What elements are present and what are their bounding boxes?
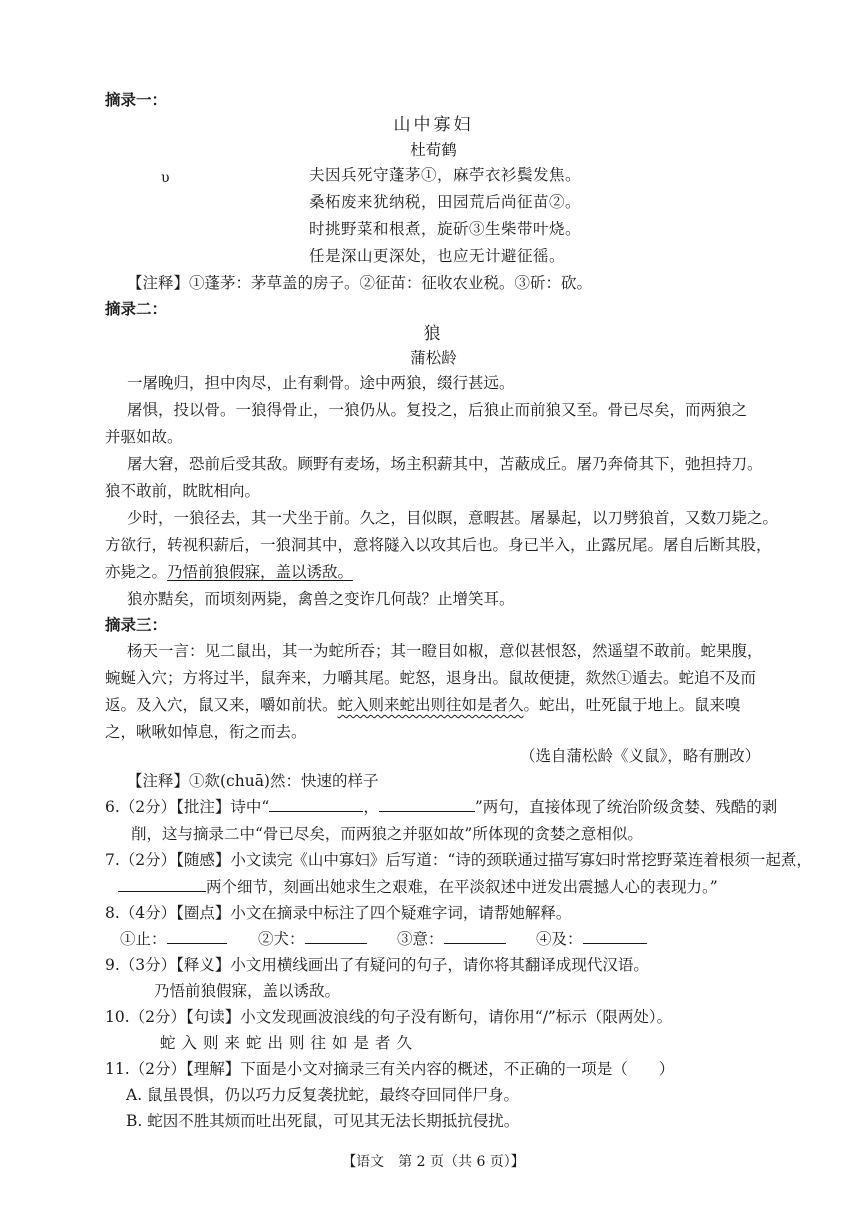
question-8-item-2	[258, 929, 367, 949]
excerpt2-label: 摘录二：	[105, 300, 168, 318]
question-11-option-a[interactable]: A. 鼠虽畏惧，仍以巧力反复袭扰蛇，最终夺回同伴尸身。	[126, 1086, 520, 1104]
wolf-paragraph-4c-text: 亦毙之。	[105, 563, 168, 581]
poem-note: 【注释】①蓬茅：茅草盖的房子。②征苗：征收农业税。③斫：砍。	[127, 274, 593, 292]
question-8-label-3: ③意：	[397, 930, 444, 948]
answer-blank-8-2[interactable]	[305, 929, 367, 944]
mouse-line-1: 杨天一言：见二鼠出，其一为蛇所吞；其一瞪目如椒，意似甚恨怒，然遥望不敢前。蛇果腹，	[127, 642, 763, 660]
source-citation: （选自蒲松龄《义鼠》，略有删改）	[520, 747, 761, 765]
wolf-paragraph-4c	[105, 562, 353, 582]
wolf-paragraph-3a: 屠大窘，恐前后受其敌。顾野有麦场，场主积薪其中，苫蔽成丘。屠乃奔倚其下，弛担持刀。	[127, 455, 763, 473]
question-9: 9.（3分）【释义】小文用横线画出了有疑问的句子，请你将其翻译成现代汉语。	[105, 956, 649, 974]
poem-title: 山中寡妇	[393, 115, 474, 135]
question-10: 10.（2分）【句读】小文发现画波浪线的句子没有断句，请你用“/”标示（限两处）。	[105, 1008, 673, 1026]
question-8: 8.（4分）【圈点】小文在摘录中标注了四个疑难字词，请帮她解释。	[105, 904, 572, 922]
wolf-paragraph-4b: 方欲行，转视积薪后，一狼洞其中，意将隧入以攻其后也。身已半入，止露尻尾。屠自后断其股，	[105, 536, 772, 554]
question-6-comma: ，	[363, 798, 379, 816]
mouse-line-3-end: 。蛇出，吐死鼠于地上。鼠来嗅	[523, 696, 741, 714]
question-11: 11.（2分）【理解】下面是小文对摘录三有关内容的概述，不正确的一项是（ ）	[105, 1060, 675, 1078]
answer-blank-8-4[interactable]	[583, 929, 647, 944]
wolf-paragraph-3b: 狼不敢前，眈眈相向。	[105, 482, 261, 500]
question-8-item-3	[397, 929, 506, 949]
answer-blank-6a[interactable]	[269, 797, 363, 812]
page-footer: 【语文 第 2 页（共 6 页）】	[342, 1154, 525, 1170]
mouse-line-2: 蜿蜒入穴；方将过半，鼠奔来，力嚼其尾。蛇怒，退身出。鼠故便捷，欻然①遁去。蛇追不及而	[105, 669, 757, 687]
wolf-paragraph-5: 狼亦黠矣，而顷刻两毙，禽兽之变诈几何哉？止增笑耳。	[127, 590, 515, 608]
question-8-label-1: ①止：	[120, 930, 167, 948]
mouse-note: 【注释】①欻(chuā)然：快速的样子	[127, 772, 379, 790]
question-9-sentence: 乃悟前狼假寐，盖以诱敌。	[154, 982, 341, 1000]
question-8-item-4	[536, 929, 647, 949]
answer-blank-8-3[interactable]	[444, 929, 506, 944]
question-7-text: 两个细节，刻画出她求生之艰难，在平淡叙述中迸发出震撼人心的表现力。”	[206, 878, 718, 896]
text-author-wolf: 蒲松龄	[410, 349, 457, 367]
poem-line-2: 桑柘废来犹纳税，田园荒后尚征苗②。	[309, 193, 582, 211]
excerpt1-label: 摘录一：	[105, 91, 168, 109]
mouse-line-3-start: 返。及入穴，鼠又来，嚼如前状。	[105, 696, 338, 714]
poem-line-3: 时挑野菜和根煮，旋斫③生柴带叶烧。	[309, 220, 582, 238]
wolf-paragraph-2a: 屠惧，投以骨。一狼得骨止，一狼仍从。复投之，后狼止而前狼又至。骨已尽矣，而两狼之	[127, 401, 748, 419]
underlined-sentence: 乃悟前狼假寐，盖以诱敌。	[167, 563, 354, 581]
question-6-text: 6.（2分）【批注】诗中“	[105, 798, 270, 816]
question-6-cont: 削，这与摘录二中“骨已尽矣，而两狼之并驱如故”所体现的贪婪之意相似。	[131, 825, 643, 843]
poem-line-1: 夫因兵死守蓬茅①，麻苧衣衫鬓发焦。	[309, 166, 582, 184]
question-8-item-1	[120, 929, 227, 949]
wolf-paragraph-1: 一屠晚归，担中肉尽，止有剩骨。途中两狼，缀行甚远。	[127, 374, 515, 392]
wavy-sentence: 蛇入则来蛇出则往如是者久	[337, 696, 524, 714]
answer-blank-7[interactable]	[118, 877, 206, 892]
wolf-paragraph-2b: 并驱如故。	[105, 428, 183, 446]
excerpt3-label: 摘录三：	[105, 616, 168, 634]
question-11-option-b[interactable]: B. 蛇因不胜其烦而吐出死鼠，可见其无法长期抵抗侵扰。	[126, 1112, 520, 1130]
poem-author: 杜荀鹤	[410, 141, 457, 159]
poem-line-4: 任是深山更深处，也应无计避征徭。	[309, 247, 566, 265]
stray-mark: υ	[161, 170, 170, 186]
mouse-line-3	[105, 695, 741, 715]
question-10-sentence: 蛇入则来蛇出则往如是者久	[160, 1034, 419, 1052]
question-6	[105, 797, 777, 817]
text-title-wolf: 狼	[423, 324, 444, 344]
answer-blank-6b[interactable]	[379, 797, 475, 812]
mouse-line-4: 之，啾啾如悼息，衔之而去。	[105, 723, 307, 741]
question-8-label-4: ④及：	[536, 930, 583, 948]
question-7: 7.（2分）【随感】小文读完《山中寡妇》后写道：“诗的颈联通过描写寡妇时常挖野菜连着根须一起煮，	[105, 851, 812, 869]
wolf-paragraph-4a: 少时，一狼径去，其一犬坐于前。久之，目似瞑，意暇甚。屠暴起，以刀劈狼首，又数刀毙之。	[127, 509, 779, 527]
question-7-cont	[118, 877, 718, 897]
question-6-text-2: ”两句，直接体现了统治阶级贪婪、残酷的剥	[474, 798, 778, 816]
question-8-label-2: ②犬：	[258, 930, 305, 948]
answer-blank-8-1[interactable]	[167, 929, 227, 944]
